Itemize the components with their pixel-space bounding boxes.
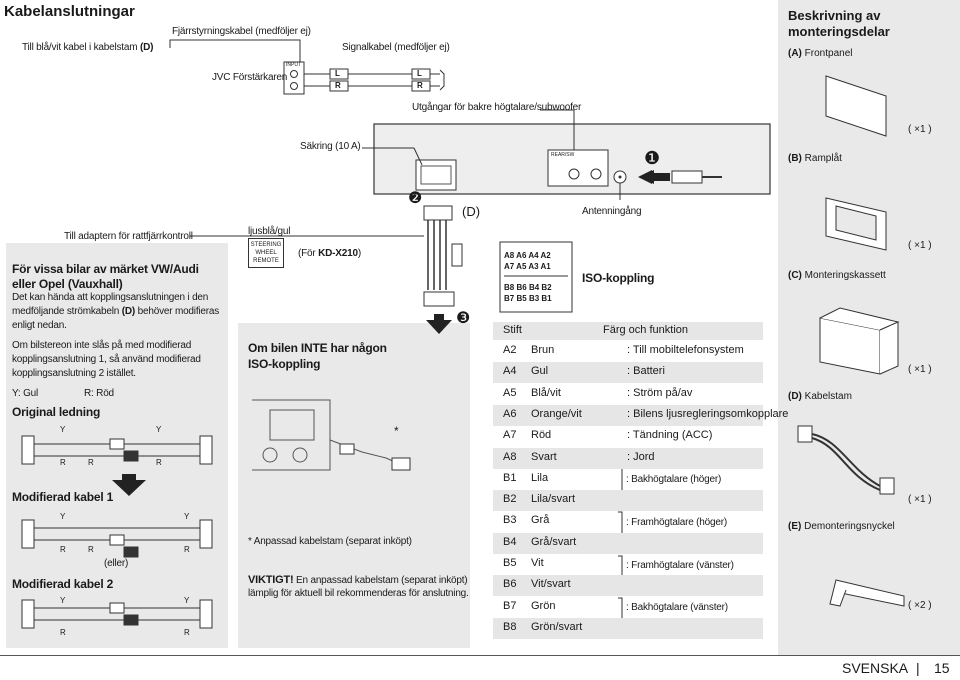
or-label: (eller) [104, 558, 129, 569]
table-row [493, 405, 789, 426]
amplifier-label: JVC Förstärkaren [212, 72, 288, 83]
iso-row-a-even: A8 A6 A4 A2 [504, 251, 551, 260]
down-arrow [112, 474, 146, 496]
table-cell-color: Gul [531, 365, 549, 378]
iso-pins-top [504, 250, 551, 272]
speaker-group-3: : Framhögtalare (vänster) [626, 560, 734, 571]
vw-note-3: kopplingsanslutning 2 istället. [12, 368, 136, 379]
speaker-group-2: : Framhögtalare (höger) [626, 517, 728, 528]
signal-cable-label: Signalkabel (medföljer ej) [342, 42, 450, 53]
table-cell-func: : Tändning (ACC) [627, 429, 713, 442]
table-cell-pin: B4 [503, 535, 517, 548]
speaker-group-1: : Bakhögtalare (höger) [626, 474, 722, 485]
table-cell-pin: B6 [503, 578, 517, 591]
asterisk-mark: * [394, 424, 399, 438]
legend-yellow: Y: Gul [12, 388, 39, 399]
table-cell-color: Grå [531, 514, 550, 527]
table-cell-color: Svart [531, 450, 557, 463]
table-row [493, 341, 763, 362]
rear-sw-label: REAR/SW [551, 152, 575, 158]
light-blue-yellow-label: ljusblå/gul [248, 226, 291, 237]
parts-heading: Beskrivning av monteringsdelar [788, 8, 890, 39]
table-row [493, 362, 763, 383]
part-d-qty: ( ×1 ) [908, 494, 932, 505]
part-c: (C) Monteringskassett [788, 270, 886, 281]
table-cell-func: : Till mobiltelefonsystem [627, 344, 744, 356]
footer-divider [0, 655, 960, 656]
table-row [493, 618, 763, 639]
part-e-qty: ( ×2 ) [908, 600, 932, 611]
table-cell-pin: A8 [503, 450, 517, 463]
table-row [493, 575, 763, 596]
original-r-2: R [88, 458, 94, 467]
pin-table-header [493, 322, 763, 340]
adapter-label: Till adaptern för rattfjärrkontroll [64, 231, 193, 242]
table-cell-color: Grön/svart [531, 620, 583, 633]
table-cell-color: Blå/vit [531, 386, 561, 399]
footer-separator: | [916, 660, 920, 676]
table-row [493, 490, 763, 511]
table-cell-pin: A5 [503, 386, 517, 399]
table-cell-color: Orange/vit [531, 407, 582, 420]
steering-wheel-remote-box: STEERING WHEEL REMOTE [248, 238, 284, 268]
table-cell-pin: B1 [503, 471, 517, 484]
ch-l-label-2: L [417, 69, 422, 78]
fuse-label: Säkring (10 A) [300, 141, 361, 152]
table-cell-func: : Bilens ljusregleringsomkopplare [627, 407, 789, 420]
vw-note-1: Om bilstereon inte slås på med modifierad [12, 340, 192, 351]
vw-text-3: enligt nedan. [12, 320, 67, 331]
important-line-1: VIKTIGT! En anpassad kabelstam (separat inköpt) [248, 574, 468, 586]
page-title: Kabelanslutningar [4, 3, 135, 20]
part-a: (A) Frontpanel [788, 48, 853, 59]
rear-outputs-label: Utgångar för bakre högtalare/subwoofer [412, 102, 582, 113]
table-cell-color: Grön [531, 599, 556, 612]
step-2-marker: ❷ [408, 190, 423, 207]
footer-page-number: 15 [934, 660, 950, 676]
original-wiring [22, 436, 212, 464]
table-cell-pin: A2 [503, 344, 517, 356]
step-3-marker: ❸ [456, 310, 471, 327]
blue-white-lead-label: Till blå/vit kabel i kabelstam (D) [22, 42, 154, 53]
speaker-group-4: : Bakhögtalare (vänster) [626, 602, 728, 613]
no-iso-heading: Om bilen INTE har någon ISO-koppling [248, 341, 387, 371]
part-b: (B) Ramplåt [788, 153, 842, 164]
func-header: Färg och funktion [603, 324, 688, 336]
part-e: (E) Demonteringsnyckel [788, 521, 895, 532]
iso-row-b-odd: B7 B5 B3 B1 [504, 294, 552, 303]
table-cell-color: Brun [531, 344, 555, 356]
table-cell-color: Grå/svart [531, 535, 577, 548]
footer-language: SVENSKA [842, 660, 909, 676]
vw-text-2: medföljande strömkabeln (D) behöver modifieras [12, 306, 220, 317]
table-cell-color: Lila [531, 471, 549, 484]
vw-note-2: kopplingsanslutning 1, så använd modifierad [12, 354, 201, 365]
antenna-input-label: Antenningång [582, 206, 642, 217]
iso-pins-bottom [504, 282, 552, 304]
mod1-heading: Modifierad kabel 1 [12, 490, 114, 504]
table-cell-color: Lila/svart [531, 493, 576, 506]
iso-row-b-even: B8 B6 B4 B2 [504, 283, 552, 292]
part-d: (D) Kabelstam [788, 391, 852, 402]
table-row [493, 426, 763, 447]
table-row [493, 448, 763, 469]
original-r-3: R [156, 458, 162, 467]
table-cell-pin: B7 [503, 599, 517, 612]
steering-cable-label: Fjärrstyrningskabel (medföljer ej) [172, 26, 311, 37]
pin-header: Stift [503, 324, 522, 336]
part-b-qty: ( ×1 ) [908, 240, 932, 251]
vw-heading: För vissa bilar av märket VW/Audi eller Opel (Vauxhall) [12, 262, 199, 291]
mod1-y-2: Y [184, 512, 190, 521]
vw-text-1: Det kan hända att kopplingsanslutningen i den [12, 292, 209, 303]
mod1-y-1: Y [60, 512, 66, 521]
mod1-r-1: R [60, 545, 66, 554]
harness-plug [424, 206, 452, 220]
ch-l-label-1: L [335, 69, 340, 78]
part-c-qty: ( ×1 ) [908, 364, 932, 375]
table-cell-pin: B5 [503, 557, 517, 569]
custom-harness-note: * Anpassad kabelstam (separat inköpt) [248, 536, 412, 547]
iso-label: ISO-koppling [582, 271, 655, 285]
mod1-r-3: R [184, 545, 190, 554]
antenna-plug [672, 171, 702, 183]
table-cell-color: Vit [531, 557, 544, 569]
part-a-qty: ( ×1 ) [908, 124, 932, 135]
step-1-marker: ❶ [644, 148, 661, 168]
original-y-1: Y [60, 425, 66, 434]
table-cell-func: : Batteri [627, 365, 665, 378]
mod1-r-2: R [88, 545, 94, 554]
mod2-y-1: Y [60, 596, 66, 605]
original-r-1: R [60, 458, 66, 467]
mod2-y-2: Y [184, 596, 190, 605]
table-cell-color: Röd [531, 429, 552, 442]
mod2-r-1: R [60, 628, 66, 637]
amp-input-label: INPUT [286, 62, 301, 68]
table-cell-color: Vit/svart [531, 578, 571, 591]
original-heading: Original ledning [12, 405, 101, 419]
mod2-r-2: R [184, 628, 190, 637]
table-row [493, 533, 763, 554]
table-cell-pin: A4 [503, 365, 517, 378]
car-dash-sketch [252, 400, 410, 470]
table-cell-pin: A6 [503, 407, 517, 420]
legend-red: R: Röd [84, 388, 114, 399]
table-cell-pin: A7 [503, 429, 517, 442]
original-y-2: Y [156, 425, 162, 434]
table-cell-func: : Jord [627, 450, 655, 463]
table-cell-pin: B3 [503, 514, 517, 527]
important-line-2: lämplig för aktuell bil rekommenderas för anslutning. [248, 588, 469, 599]
table-cell-func: : Ström på/av [627, 386, 693, 399]
harness-ref-label: (D) [462, 204, 481, 219]
for-model-label: (För KD-X210) [298, 248, 361, 259]
mod2-heading: Modifierad kabel 2 [12, 577, 114, 591]
iso-row-a-odd: A7 A5 A3 A1 [504, 262, 551, 271]
ch-r-label-2: R [417, 81, 423, 90]
table-cell-pin: B2 [503, 493, 517, 506]
ch-r-label-1: R [335, 81, 341, 90]
table-cell-pin: B8 [503, 620, 517, 633]
table-row [493, 384, 763, 405]
